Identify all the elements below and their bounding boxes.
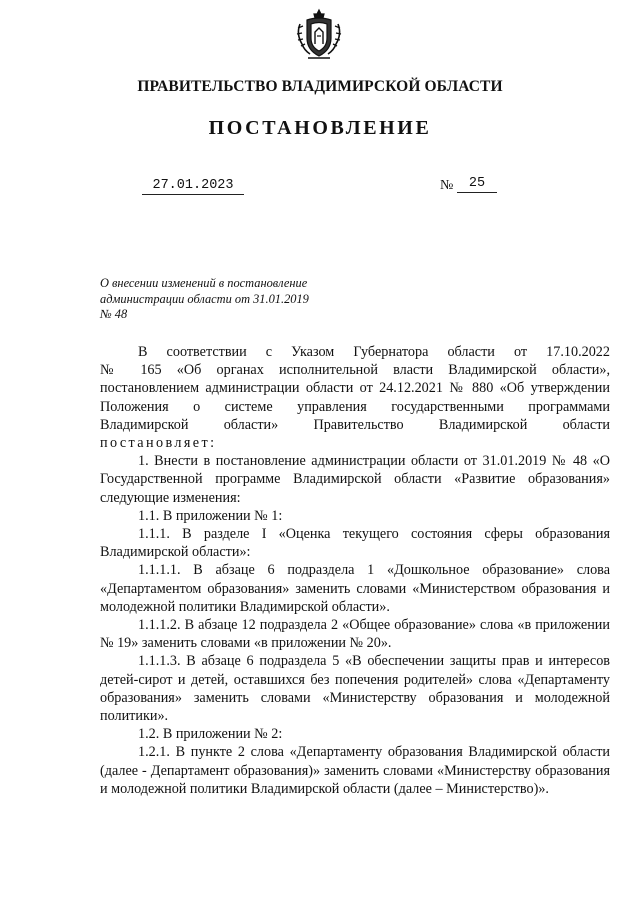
body-paragraph: 1.1. В приложении № 1: bbox=[138, 507, 283, 524]
coat-of-arms-icon bbox=[290, 4, 348, 62]
number-sign: № bbox=[440, 178, 454, 193]
body-paragraph: 1.1.1.1. В абзаце 6 подраздела 1 «Дошкольное образование» слова «Департаментом образования» заменить словами «Министерством образования и молодежной политики Владимирской области». bbox=[100, 562, 610, 615]
document-type-title: ПОСТАНОВЛЕНИЕ bbox=[208, 117, 432, 139]
subject-line: № 48 bbox=[100, 307, 128, 322]
document-number: 25 bbox=[457, 176, 497, 193]
body-paragraph: 1.1.1.3. В абзаце 6 подраздела 5 «В обеспечении защиты прав и интересов детей-сирот и детей, оставшихся без попечения родителей» слова «Департаменту образования» заменить словами «Министерству образования и молодежной политики». bbox=[100, 653, 610, 725]
body-paragraph: 1. Внести в постановление администрации области от 31.01.2019 № 48 «О Государственной программе Владимирской области «Развитие образования» следующие изменения: bbox=[100, 453, 610, 506]
subject-line: О внесении изменений в постановление bbox=[100, 276, 308, 290]
body-line: № 165 «Об органах исполнительной власти Владимирской области», bbox=[100, 362, 610, 379]
resolution-verb: постановляет: bbox=[100, 435, 217, 452]
document-date: 27.01.2023 bbox=[142, 178, 244, 195]
body-line: Положения о системе управления государственными программами bbox=[100, 398, 610, 415]
body-paragraph: 1.2.1. В пункте 2 слова «Департаменту образования Владимирской области (далее - Департамент образования)» заменить словами «Министерству образования и молодежной политики Владимирской области (далее – Министерство)». bbox=[100, 744, 610, 797]
body-paragraph: 1.1.1. В разделе I «Оценка текущего состояния сферы образования Владимирской области»: bbox=[100, 526, 610, 561]
body-paragraph: 1.1.1.2. В абзаце 12 подраздела 2 «Общее образование» слова «в приложении № 19» заменить словами «в приложении № 20». bbox=[100, 617, 610, 652]
body-line: постановлением администрации области от 24.12.2021 № 880 «Об утверждении bbox=[100, 380, 610, 397]
organization-title: ПРАВИТЕЛЬСТВО ВЛАДИМИРСКОЙ ОБЛАСТИ bbox=[137, 78, 503, 95]
body-line: Владимирской области» Правительство Владимирской области bbox=[100, 416, 610, 433]
body-paragraph: 1.2. В приложении № 2: bbox=[138, 726, 283, 743]
subject-line: администрации области от 31.01.2019 bbox=[100, 291, 309, 306]
document-body bbox=[100, 343, 610, 798]
document-subject bbox=[100, 276, 340, 323]
body-line: В соответствии с Указом Губернатора области от 17.10.2022 bbox=[138, 344, 610, 360]
